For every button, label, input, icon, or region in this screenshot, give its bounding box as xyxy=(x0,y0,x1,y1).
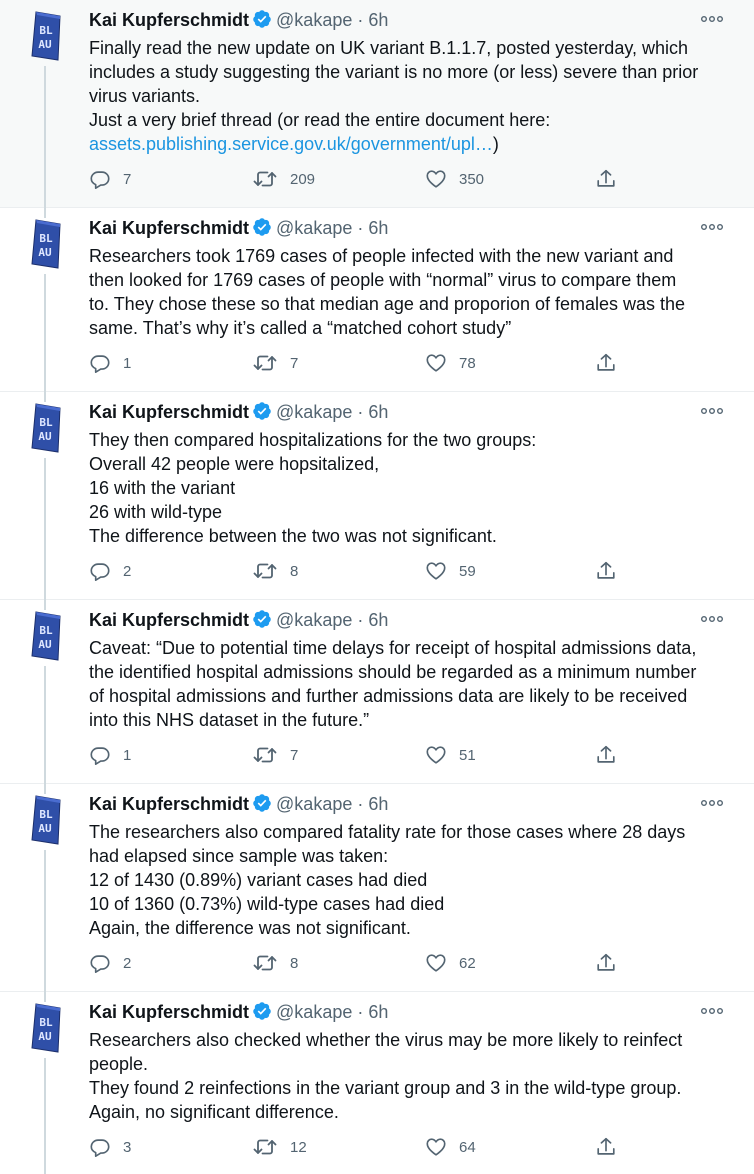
tweet-1[interactable] xyxy=(0,0,754,208)
avatar[interactable] xyxy=(28,402,64,456)
author-name[interactable]: Kai Kupferschmidt xyxy=(89,218,250,238)
retweet-icon xyxy=(252,1136,278,1158)
tweet-text-line: Caveat: “Due to potential time delays for receipt of hospital admissions data, xyxy=(89,638,697,658)
tweet-actions xyxy=(89,1134,629,1160)
author-name[interactable]: Kai Kupferschmidt xyxy=(89,402,250,422)
tweet-text xyxy=(89,36,729,156)
tweet-header xyxy=(89,793,388,818)
reply-button[interactable] xyxy=(89,950,131,976)
svg-text:BL: BL xyxy=(39,232,53,245)
like-icon xyxy=(425,560,447,582)
tweet-4[interactable] xyxy=(0,600,754,784)
more-options-icon[interactable] xyxy=(700,404,724,416)
separator-dot: · xyxy=(357,610,364,630)
retweet-count: 12 xyxy=(290,1138,307,1156)
reply-button[interactable] xyxy=(89,350,131,376)
avatar[interactable] xyxy=(28,1002,64,1056)
tweet-actions xyxy=(89,742,629,768)
reply-count: 1 xyxy=(123,746,132,764)
reply-icon xyxy=(89,744,111,766)
separator-dot: · xyxy=(357,218,364,238)
tweet-text-line: They then compared hospitalizations for the two groups: xyxy=(89,430,537,450)
tweet-text-line: The difference between the two was not significant. xyxy=(89,526,497,546)
thread-connector xyxy=(44,600,46,610)
retweet-icon xyxy=(252,744,278,766)
tweet-text-line: of hospital admissions and further admissions data are likely to be received xyxy=(89,686,688,706)
verified-badge-icon xyxy=(252,401,272,426)
reply-count: 3 xyxy=(123,1138,132,1156)
tweet-3[interactable] xyxy=(0,392,754,600)
author-handle[interactable]: @kakape xyxy=(276,1002,353,1022)
tweet-header xyxy=(89,609,388,634)
tweet-text-line: The researchers also compared fatality rate for those cases where 28 days xyxy=(89,822,686,842)
reply-button[interactable] xyxy=(89,166,131,192)
svg-text:BL: BL xyxy=(39,624,53,637)
thread-connector xyxy=(44,208,46,218)
timestamp[interactable]: 6h xyxy=(368,610,389,630)
like-icon xyxy=(425,1136,447,1158)
avatar[interactable] xyxy=(28,218,64,272)
svg-text:AU: AU xyxy=(38,1030,52,1043)
tweet-text-line: 26 with wild-type xyxy=(89,502,223,522)
like-count: 62 xyxy=(459,954,476,972)
share-button[interactable] xyxy=(595,742,617,768)
tweet-text-line: They found 2 reinfections in the variant group and 3 in the wild-type group. xyxy=(89,1078,682,1098)
author-name[interactable]: Kai Kupferschmidt xyxy=(89,794,250,814)
tweet-text-line: into this NHS dataset in the future.” xyxy=(89,710,370,730)
thread-connector xyxy=(44,784,46,794)
like-count: 59 xyxy=(459,562,476,580)
tweet-header xyxy=(89,9,388,34)
retweet-count: 7 xyxy=(290,746,299,764)
timestamp[interactable]: 6h xyxy=(368,402,389,422)
avatar[interactable] xyxy=(28,10,64,64)
retweet-button[interactable] xyxy=(252,742,298,768)
retweet-icon xyxy=(252,168,278,190)
tweet-text-line: people. xyxy=(89,1054,149,1074)
tweet-actions xyxy=(89,166,629,192)
retweet-button[interactable] xyxy=(252,950,298,976)
reply-count: 7 xyxy=(123,170,132,188)
like-icon xyxy=(425,744,447,766)
thread-connector xyxy=(44,992,46,1002)
tweet-actions xyxy=(89,558,629,584)
link-suffix: ) xyxy=(492,134,499,154)
document-link[interactable]: assets.publishing.service.gov.uk/government/upl… xyxy=(89,134,493,154)
like-button[interactable] xyxy=(425,742,476,768)
reply-icon xyxy=(89,952,111,974)
tweet-text-line: Again, no significant difference. xyxy=(89,1102,339,1122)
retweet-button[interactable] xyxy=(252,166,315,192)
retweet-icon xyxy=(252,952,278,974)
author-handle[interactable]: @kakape xyxy=(276,218,353,238)
verified-badge-icon xyxy=(252,217,272,242)
tweet-text-line: virus variants. xyxy=(89,86,201,106)
tweet-text-line: 10 of 1360 (0.73%) wild-type cases had died xyxy=(89,894,445,914)
verified-badge-icon xyxy=(252,9,272,34)
reply-button[interactable] xyxy=(89,742,131,768)
tweet-header xyxy=(89,401,388,426)
separator-dot: · xyxy=(357,10,364,30)
author-handle[interactable]: @kakape xyxy=(276,10,353,30)
tweet-text-line: Overall 42 people were hopsitalized, xyxy=(89,454,380,474)
tweet-text-line: the identified hospital admissions should be regarded as a minimum number xyxy=(89,662,697,682)
retweet-button[interactable] xyxy=(252,1134,307,1160)
verified-badge-icon xyxy=(252,793,272,818)
avatar[interactable] xyxy=(28,794,64,848)
thread-connector xyxy=(44,274,46,392)
tweet-text xyxy=(89,1028,729,1124)
tweet-text-line: had elapsed since sample was taken: xyxy=(89,846,389,866)
thread-connector xyxy=(44,458,46,600)
tweet-text-line: to. They chose these so that median age and proporion of females was the xyxy=(89,294,686,314)
reply-count: 2 xyxy=(123,562,132,580)
separator-dot: · xyxy=(357,402,364,422)
svg-text:AU: AU xyxy=(38,822,52,835)
more-options-icon[interactable] xyxy=(700,1004,724,1016)
share-button[interactable] xyxy=(595,166,617,192)
more-options-icon[interactable] xyxy=(700,796,724,808)
tweet-text-line xyxy=(89,132,729,156)
separator-dot: · xyxy=(357,1002,364,1022)
thread-connector xyxy=(44,666,46,784)
thread-connector xyxy=(44,850,46,992)
retweet-count: 8 xyxy=(290,954,299,972)
like-count: 64 xyxy=(459,1138,476,1156)
avatar[interactable] xyxy=(28,610,64,664)
author-name[interactable]: Kai Kupferschmidt xyxy=(89,1002,250,1022)
timestamp[interactable]: 6h xyxy=(368,1002,389,1022)
tweet-text-line: Finally read the new update on UK variant B.1.1.7, posted yesterday, which xyxy=(89,38,689,58)
like-icon xyxy=(425,168,447,190)
tweet-6[interactable] xyxy=(0,992,754,1174)
thread-connector xyxy=(44,392,46,402)
reply-icon xyxy=(89,352,111,374)
tweet-text-line: Again, the difference was not significant. xyxy=(89,918,411,938)
tweet-text-line: Researchers took 1769 cases of people infected with the new variant and xyxy=(89,246,674,266)
retweet-count: 8 xyxy=(290,562,299,580)
retweet-count: 7 xyxy=(290,354,299,372)
tweet-text xyxy=(89,244,729,340)
like-icon xyxy=(425,952,447,974)
reply-count: 2 xyxy=(123,954,132,972)
timestamp[interactable]: 6h xyxy=(368,218,389,238)
like-count: 350 xyxy=(459,170,485,188)
svg-text:AU: AU xyxy=(38,430,52,443)
reply-button[interactable] xyxy=(89,558,131,584)
like-count: 51 xyxy=(459,746,476,764)
author-name[interactable]: Kai Kupferschmidt xyxy=(89,610,250,630)
like-button[interactable] xyxy=(425,1134,476,1160)
share-icon xyxy=(595,560,617,582)
tweet-text-line: Researchers also checked whether the virus may be more likely to reinfect xyxy=(89,1030,683,1050)
timestamp[interactable]: 6h xyxy=(368,10,389,30)
tweet-text xyxy=(89,636,729,732)
reply-icon xyxy=(89,1136,111,1158)
separator-dot: · xyxy=(357,794,364,814)
tweet-header xyxy=(89,1001,388,1026)
svg-text:BL: BL xyxy=(39,1016,53,1029)
retweet-icon xyxy=(252,352,278,374)
verified-badge-icon xyxy=(252,609,272,634)
like-button[interactable] xyxy=(425,166,484,192)
like-icon xyxy=(425,352,447,374)
like-count: 78 xyxy=(459,354,476,372)
more-options-icon[interactable] xyxy=(700,612,724,624)
author-handle[interactable]: @kakape xyxy=(276,402,353,422)
more-options-icon[interactable] xyxy=(700,12,724,24)
more-options-icon[interactable] xyxy=(700,220,724,232)
tweet-text-line: same. That’s why it’s called a “matched cohort study” xyxy=(89,318,512,338)
timestamp[interactable]: 6h xyxy=(368,794,389,814)
author-handle[interactable]: @kakape xyxy=(276,794,353,814)
svg-text:BL: BL xyxy=(39,416,53,429)
tweet-text-line: 16 with the variant xyxy=(89,478,236,498)
svg-text:BL: BL xyxy=(39,808,53,821)
share-icon xyxy=(595,168,617,190)
like-button[interactable] xyxy=(425,558,476,584)
tweet-header xyxy=(89,217,388,242)
tweet-2[interactable] xyxy=(0,208,754,392)
like-button[interactable] xyxy=(425,350,476,376)
retweet-icon xyxy=(252,560,278,582)
svg-text:AU: AU xyxy=(38,246,52,259)
share-button[interactable] xyxy=(595,558,617,584)
tweet-text-line: then looked for 1769 cases of people with “normal” virus to compare them xyxy=(89,270,677,290)
tweet-text-line: includes a study suggesting the variant is no more (or less) severe than prior xyxy=(89,62,699,82)
author-name[interactable]: Kai Kupferschmidt xyxy=(89,10,250,30)
tweet-actions xyxy=(89,350,629,376)
like-button[interactable] xyxy=(425,950,476,976)
share-icon xyxy=(595,744,617,766)
share-button[interactable] xyxy=(595,350,617,376)
svg-text:AU: AU xyxy=(38,38,52,51)
tweet-5[interactable] xyxy=(0,784,754,992)
svg-text:BL: BL xyxy=(39,24,53,37)
retweet-count: 209 xyxy=(290,170,316,188)
retweet-button[interactable] xyxy=(252,558,298,584)
thread-connector xyxy=(44,1058,46,1174)
thread-connector xyxy=(44,66,46,208)
verified-badge-icon xyxy=(252,1001,272,1026)
tweet-text-line: 12 of 1430 (0.89%) variant cases had died xyxy=(89,870,428,890)
retweet-button[interactable] xyxy=(252,350,298,376)
share-button[interactable] xyxy=(595,1134,617,1160)
reply-count: 1 xyxy=(123,354,132,372)
reply-icon xyxy=(89,560,111,582)
svg-text:AU: AU xyxy=(38,638,52,651)
tweet-text xyxy=(89,428,729,548)
share-icon xyxy=(595,952,617,974)
tweet-text-line: Just a very brief thread (or read the entire document here: xyxy=(89,110,551,130)
tweet-text xyxy=(89,820,729,940)
share-button[interactable] xyxy=(595,950,617,976)
share-icon xyxy=(595,1136,617,1158)
reply-icon xyxy=(89,168,111,190)
tweet-actions xyxy=(89,950,629,976)
author-handle[interactable]: @kakape xyxy=(276,610,353,630)
reply-button[interactable] xyxy=(89,1134,131,1160)
share-icon xyxy=(595,352,617,374)
